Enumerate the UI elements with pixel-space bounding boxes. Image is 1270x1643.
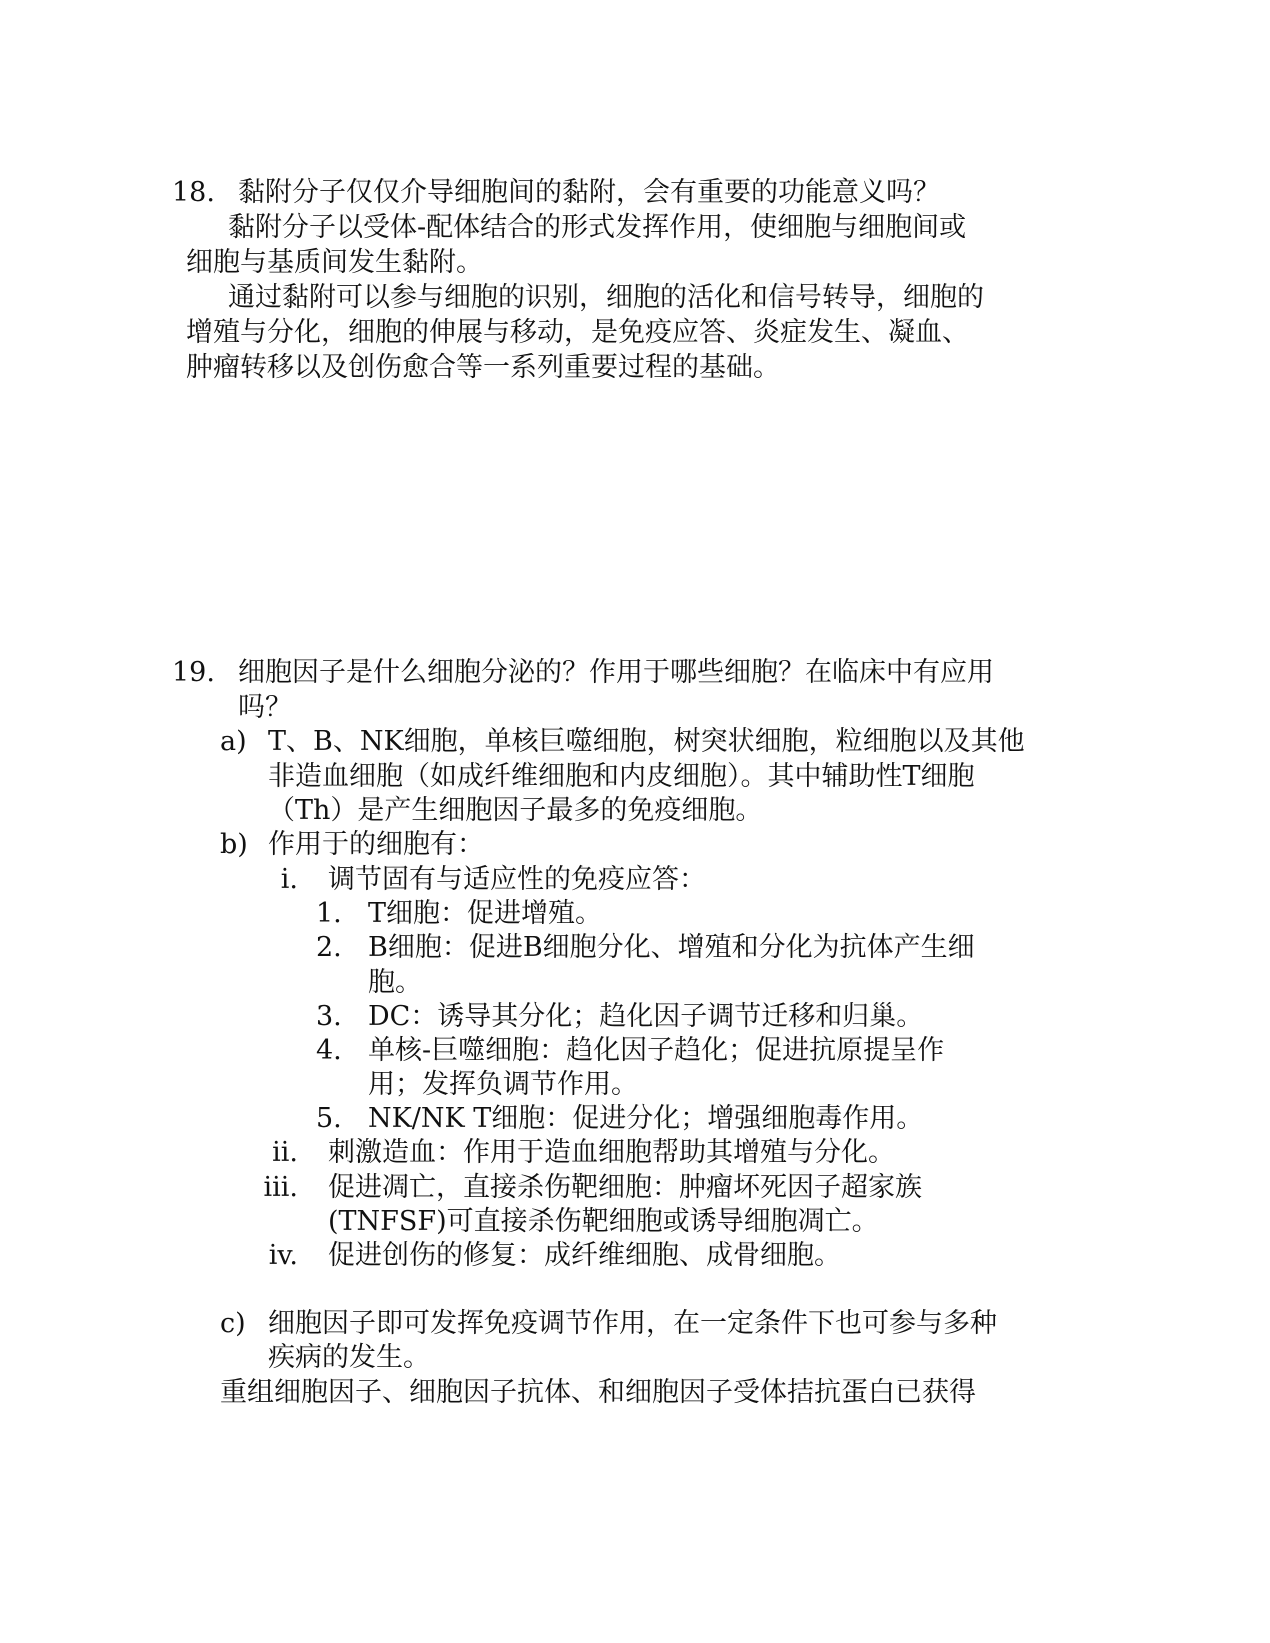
list-item-text: 疾病的发生。 [268, 1342, 430, 1373]
list-item-text: T、B、NK细胞，单核巨噬细胞，树突状细胞，粒细胞以及其他 [268, 726, 1025, 757]
question-number: 18. [172, 177, 215, 208]
closing-text: 重组细胞因子、细胞因子抗体、和细胞因子受体拮抗蛋白已获得 [220, 1377, 976, 1408]
list-item-text: （Th）是产生细胞因子最多的免疫细胞。 [268, 795, 763, 826]
list-item-text: NK/NK T细胞：促进分化；增强细胞毒作用。 [368, 1103, 924, 1134]
list-item-text: 促进创伤的修复：成纤维细胞、成骨细胞。 [328, 1240, 841, 1271]
list-item-text: B细胞：促进B细胞分化、增殖和分化为抗体产生细 [368, 932, 975, 963]
list-item-text: 刺激造血：作用于造血细胞帮助其增殖与分化。 [328, 1137, 895, 1168]
list-item-text: 促进凋亡，直接杀伤靶细胞：肿瘤坏死因子超家族 [328, 1172, 922, 1203]
answer-paragraph-line: 细胞与基质间发生黏附。 [186, 247, 483, 278]
question-text-line: 吗？ [238, 692, 292, 723]
list-marker-roman: i. [280, 864, 298, 895]
list-marker-b: b) [220, 829, 248, 860]
answer-paragraph-line: 肿瘤转移以及创伤愈合等一系列重要过程的基础。 [186, 352, 780, 383]
list-item-text: 细胞因子即可发挥免疫调节作用，在一定条件下也可参与多种 [268, 1308, 997, 1339]
list-item-text: 作用于的细胞有： [268, 829, 484, 860]
list-marker-roman: iii. [263, 1172, 298, 1203]
question-number: 19. [172, 657, 215, 688]
answer-paragraph-line: 黏附分子以受体-配体结合的形式发挥作用，使细胞与细胞间或 [228, 212, 967, 243]
question-text-line: 细胞因子是什么细胞分泌的？作用于哪些细胞？在临床中有应用 [238, 657, 994, 688]
answer-paragraph-line: 增殖与分化，细胞的伸展与移动，是免疫应答、炎症发生、凝血、 [186, 317, 969, 348]
list-marker-c: c) [220, 1308, 246, 1339]
list-item-text: T细胞：促进增殖。 [368, 898, 603, 929]
list-marker-number: 4. [316, 1035, 342, 1066]
answer-paragraph-line: 通过黏附可以参与细胞的识别，细胞的活化和信号转导，细胞的 [228, 282, 984, 313]
list-marker-number: 1. [316, 898, 342, 929]
list-marker-number: 5. [316, 1103, 342, 1134]
list-marker-roman: iv. [268, 1240, 298, 1271]
list-item-text: DC：诱导其分化；趋化因子调节迁移和归巢。 [368, 1001, 924, 1032]
list-item-text: 用；发挥负调节作用。 [368, 1069, 638, 1100]
list-marker-roman: ii. [272, 1137, 298, 1168]
list-marker-a: a) [220, 726, 247, 757]
list-item-text: 非造血细胞（如成纤维细胞和内皮细胞）。其中辅助性T细胞 [268, 761, 975, 792]
list-marker-number: 2. [316, 932, 342, 963]
question-text: 黏附分子仅仅介导细胞间的黏附，会有重要的功能意义吗？ [238, 177, 940, 208]
list-item-text: 调节固有与适应性的免疫应答： [328, 864, 706, 895]
list-item-text: 单核-巨噬细胞：趋化因子趋化；促进抗原提呈作 [368, 1035, 945, 1066]
list-item-text: (TNFSF)可直接杀伤靶细胞或诱导细胞凋亡。 [328, 1206, 879, 1237]
list-marker-number: 3. [316, 1001, 342, 1032]
list-item-text: 胞。 [368, 967, 422, 998]
